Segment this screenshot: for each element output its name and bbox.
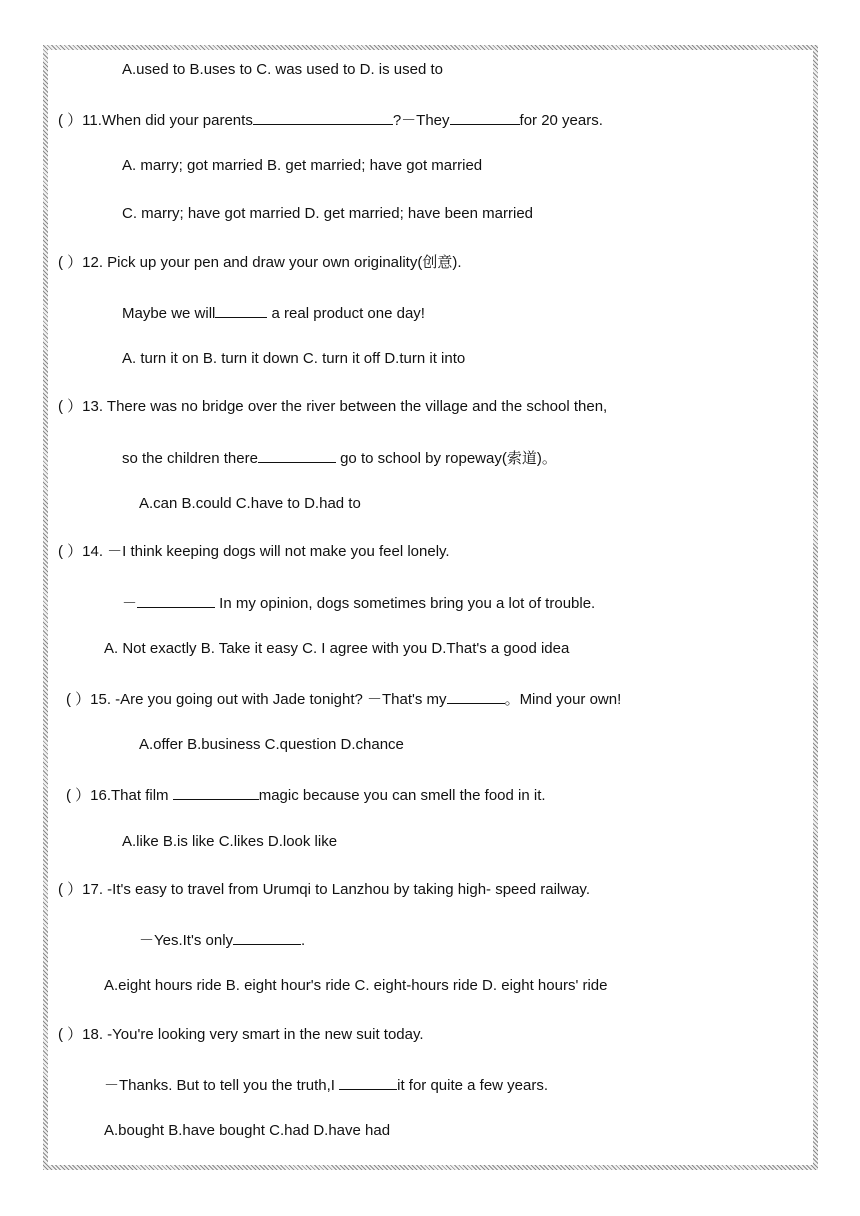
q10-options: [122, 60, 443, 80]
options-text: A. turn it on B. turn it down C. turn it off D.turn it into: [122, 350, 466, 367]
answer-blank[interactable]: [339, 1073, 397, 1090]
q12-stem: [58, 253, 462, 273]
q12-stem-cont: [122, 301, 425, 324]
q16-options: [122, 832, 337, 852]
options-text: A.can B.could C.have to D.had to: [139, 495, 361, 512]
stem-text: ( ）11.When did your parents: [58, 112, 253, 129]
q13-options: [139, 494, 361, 514]
q13-stem-cont: [122, 446, 557, 469]
stem-text: so the children there: [122, 450, 258, 467]
stem-text: －: [122, 595, 138, 612]
answer-blank[interactable]: [215, 301, 267, 318]
options-text: A.used to B.uses to C. was used to D. is used to: [122, 61, 443, 78]
stem-text: ( ）18. -You're looking very smart in the new suit today.: [58, 1026, 424, 1043]
stem-text: －Thanks. But to tell you the truth,I: [104, 1077, 340, 1094]
stem-text-end: In my opinion, dogs sometimes bring you a lot of trouble.: [215, 595, 596, 612]
options-text: A. marry; got married B. get married; have got married: [122, 157, 483, 174]
q17-response: [139, 928, 305, 951]
stem-text: ( ）16.That film: [66, 787, 173, 804]
q15-options: [139, 735, 404, 755]
q14-stem: [58, 542, 450, 562]
q14-response: [122, 591, 595, 614]
q11-stem: [58, 108, 603, 131]
q17-stem: [58, 880, 590, 900]
stem-text: ( ）12. Pick up your pen and draw your own originality(创意).: [58, 254, 462, 271]
options-text: A.bought B.have bought C.had D.have had: [104, 1122, 391, 1139]
answer-blank[interactable]: [258, 446, 336, 463]
stem-text: Maybe we will: [122, 305, 216, 322]
options-text: A.offer B.business C.question D.chance: [139, 736, 404, 753]
stem-text-end: .: [301, 932, 306, 949]
stem-text: ( ）14. －I think keeping dogs will not make you feel lonely.: [58, 543, 450, 560]
stem-text-mid: ?－They: [392, 112, 450, 129]
answer-blank[interactable]: [173, 783, 259, 800]
stem-text-end: a real product one day!: [267, 305, 425, 322]
stem-text-end: magic because you can smell the food in it.: [258, 787, 546, 804]
answer-blank[interactable]: [137, 591, 215, 608]
stem-text: ( ）15. -Are you going out with Jade tonight? －That's my: [66, 691, 447, 708]
options-text: A.like B.is like C.likes D.look like: [122, 833, 338, 850]
stem-text-end: for 20 years.: [519, 112, 603, 129]
stem-text: ( ）17. -It's easy to travel from Urumqi to Lanzhou by taking high- speed railway.: [58, 881, 590, 898]
q11-options-cd: [122, 204, 533, 224]
stem-text-end: it for quite a few years.: [397, 1077, 549, 1094]
q17-options: [104, 976, 608, 996]
q12-options: [122, 349, 465, 369]
stem-text: －Yes.It's only: [139, 932, 234, 949]
stem-text: ( ）13. There was no bridge over the river between the village and the school then,: [58, 398, 608, 415]
answer-blank[interactable]: [233, 928, 301, 945]
answer-blank[interactable]: [253, 108, 393, 125]
q18-stem: [58, 1025, 424, 1045]
q15-stem: [66, 687, 621, 710]
q18-options: [104, 1121, 390, 1141]
answer-blank[interactable]: [450, 108, 520, 125]
answer-blank[interactable]: [447, 687, 505, 704]
options-text: C. marry; have got married D. get married; have been married: [122, 205, 533, 222]
q16-stem: [66, 783, 546, 806]
stem-text-end: go to school by ropeway(索道)。: [335, 450, 557, 467]
q13-stem: [58, 397, 607, 417]
q18-response: [104, 1073, 548, 1096]
options-text: A. Not exactly B. Take it easy C. I agree with you D.That's a good idea: [104, 640, 570, 657]
q11-options-ab: [122, 156, 482, 176]
q14-options: [104, 639, 569, 659]
stem-text-end: 。Mind your own!: [504, 691, 622, 708]
options-text: A.eight hours ride B. eight hour's ride C. eight-hours ride D. eight hours' ride: [104, 977, 608, 994]
